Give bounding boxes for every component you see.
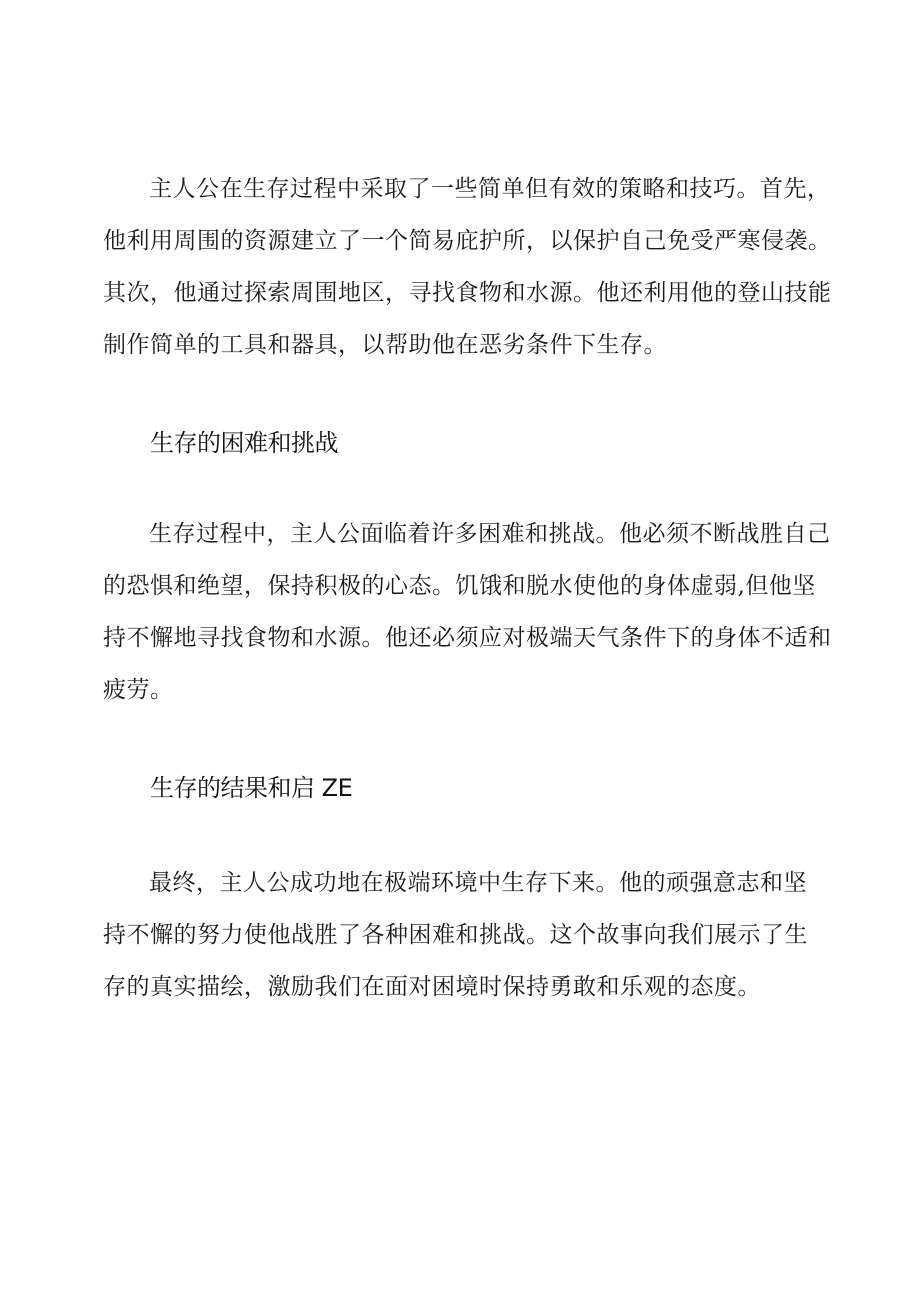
paragraph-strategies bbox=[103, 163, 832, 371]
paragraph-line: 主人公在生存过程中采取了一些简单但有效的策略和技巧。首先， bbox=[149, 176, 831, 202]
paragraph-line: 持不懈的努力使他战胜了各种困难和挑战。这个故事向我们展示了生 bbox=[103, 922, 808, 948]
paragraph-line: 的恐惧和绝望，保持积极的心态。饥饿和脱水使他的身体虚弱,但他坚 bbox=[103, 573, 816, 599]
section-heading-results: 生存的结果和启 ZE bbox=[150, 774, 353, 802]
section-heading-difficulties: 生存的困难和挑战 bbox=[150, 429, 338, 457]
paragraph-line: 制作简单的工具和器具，以帮助他在恶劣条件下生存。 bbox=[103, 332, 667, 358]
paragraph-line: 其次，他通过探索周围地区，寻找食物和水源。他还利用他的登山技能 bbox=[103, 280, 832, 306]
paragraph-line: 最终，主人公成功地在极端环境中生存下来。他的顽强意志和坚 bbox=[149, 870, 807, 896]
paragraph-line: 持不懈地寻找食物和水源。他还必须应对极端天气条件下的身体不适和 bbox=[103, 625, 832, 651]
paragraph-line: 生存过程中，主人公面临着许多困难和挑战。他必须不断战胜自己 bbox=[149, 521, 831, 547]
paragraph-line: 疲劳。 bbox=[103, 677, 174, 703]
paragraph-line: 他利用周围的资源建立了一个简易庇护所，以保护自己免受严寒侵袭。 bbox=[103, 228, 832, 254]
paragraph-difficulties bbox=[103, 508, 832, 716]
paragraph-line: 存的真实描绘，激励我们在面对困境时保持勇敢和乐观的态度。 bbox=[103, 974, 761, 1000]
paragraph-results bbox=[103, 857, 808, 1013]
